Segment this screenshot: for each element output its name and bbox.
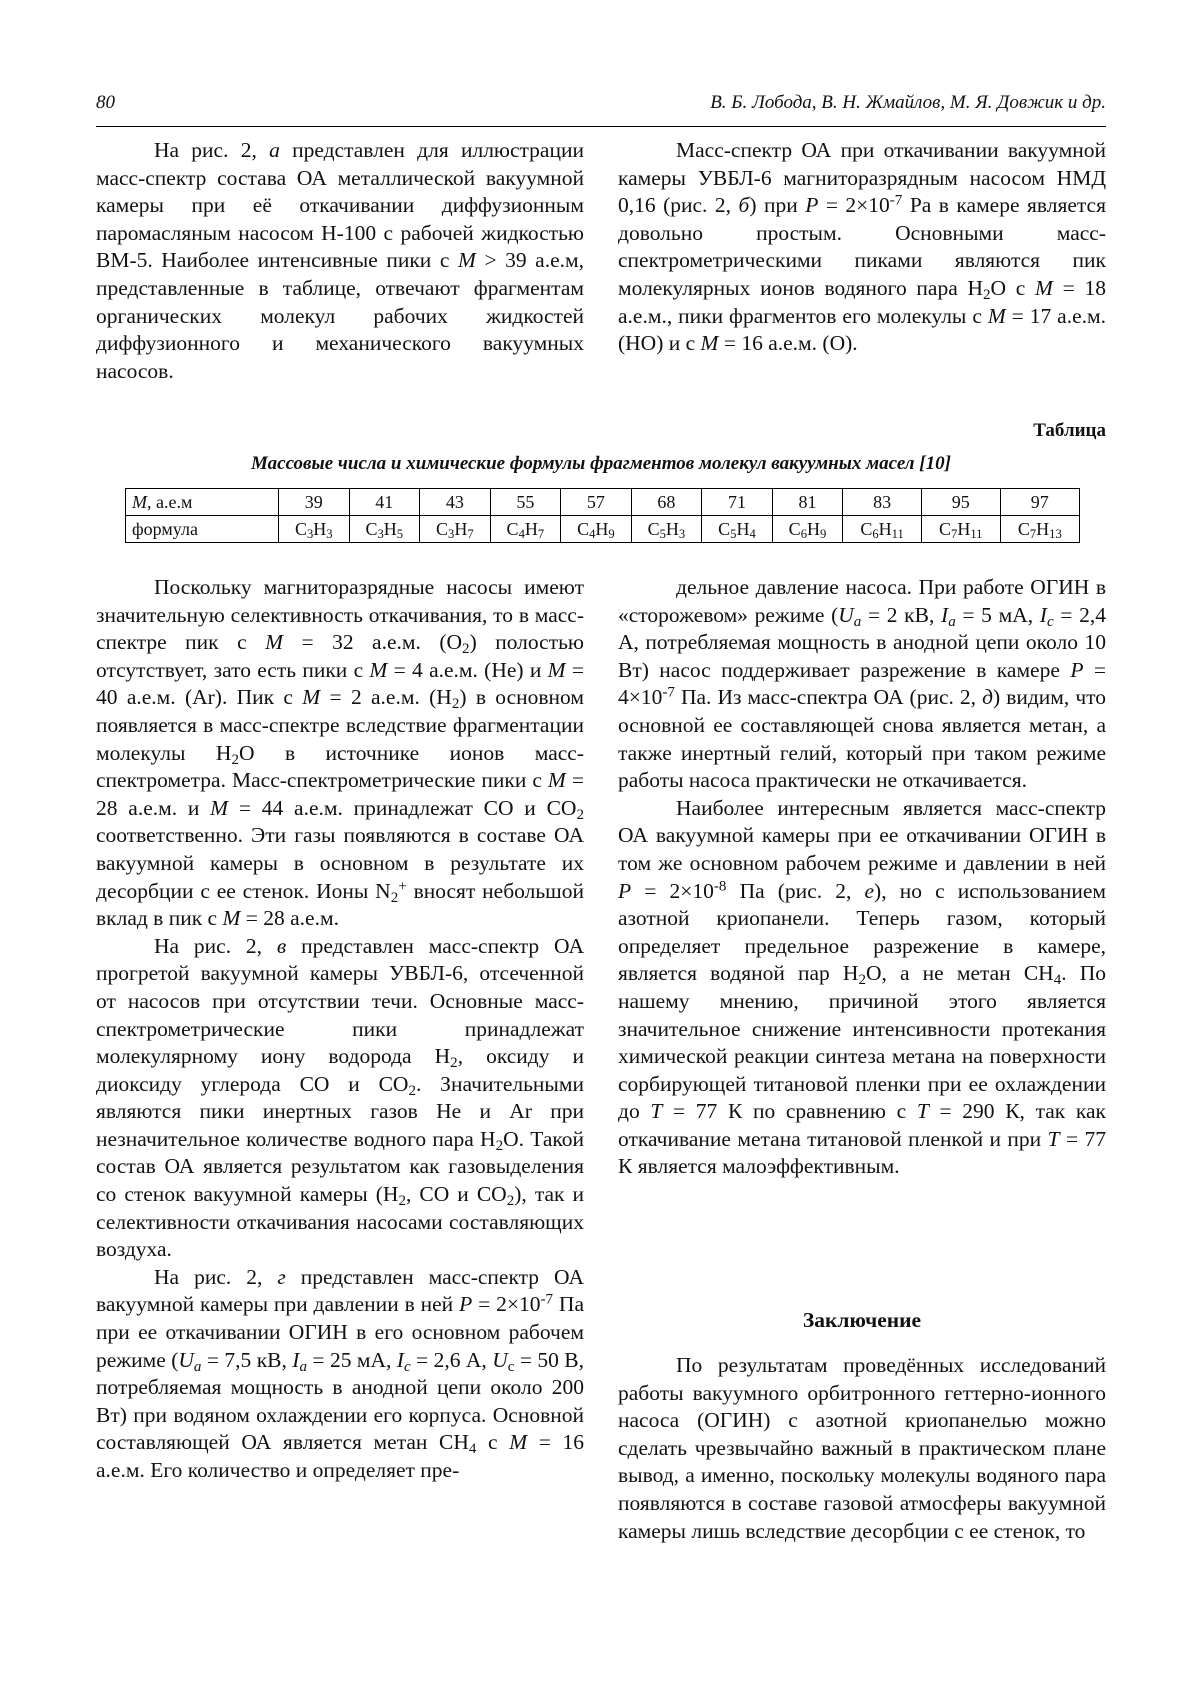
- table-label: Таблица: [1033, 420, 1106, 441]
- table-cell-mass: 55: [490, 489, 561, 516]
- table-cell-formula: $C_5H_4$: [702, 516, 773, 543]
- table-cell-formula: $C_3H_3$: [279, 516, 350, 543]
- table-cell-mass: 95: [921, 489, 1000, 516]
- paragraph: На рис. 2, в представлен масс-спектр ОА прогретой вакуумной камеры УВБЛ-6, отсеченной от насосов при отсутствии течи. Основные масс-спектрометрические пики принадлежат молекулярному иону водорода $H_2$, оксиду и диоксиду углерода CO и $CO_2$. Значительными являются пики инертных газов He и Ar при незначительное количестве водного пара $H_2O$. Такой состав ОА является результатом как газовыделения со стенок вакуумной камеры ($H_2$, CO и $CO_2$), так и селективности откачивания насосами составляющих воздуха.: [96, 933, 585, 1262]
- table-caption: Массовые числа и химические формулы фрагментов молекул вакуумных масел [10]: [251, 453, 951, 474]
- table-cell-mass: 68: [631, 489, 702, 516]
- table-cell-mass: 39: [279, 489, 350, 516]
- row-header-formula: формула: [126, 516, 279, 543]
- table-cell-formula: $C_4H_9$: [561, 516, 632, 543]
- text-column-right-bottom: [618, 574, 1106, 1181]
- paragraph: По результатам проведённых исследований работы вакуумного орбитронного геттерно-ионного насоса (ОГИН) с азотной криопанелью можно сделать чрезвычайно важный в практическом плане вывод, а именно, поскольку молекулы водяного пара появляются в составе газовой атмосферы вакуумной камеры лишь вследствие десорбции с ее стенок, то: [618, 1353, 1106, 1543]
- table-cell-formula: $C_5H_3$: [631, 516, 702, 543]
- table-cell-formula: $C_3H_7$: [420, 516, 491, 543]
- table-cell-mass: 41: [349, 489, 420, 516]
- table-row-formula: [126, 516, 1080, 543]
- text-column-right-top: [618, 137, 1106, 358]
- table-cell-mass: 83: [843, 489, 922, 516]
- table-cell-mass: 97: [1000, 489, 1079, 516]
- header-rule: [96, 126, 1106, 127]
- section-title-conclusion: Заключение: [802, 1308, 922, 1332]
- table-cell-mass: 43: [420, 489, 491, 516]
- text-column-left-top: [96, 137, 584, 385]
- page-number: 80: [96, 92, 115, 113]
- table-cell-mass: 57: [561, 489, 632, 516]
- table-cell-formula: $C_6H_{11}$: [843, 516, 922, 543]
- table-row-mass: [126, 489, 1080, 516]
- table-cell-formula: $C_6H_9$: [772, 516, 843, 543]
- running-header-authors: В. Б. Лобода, В. Н. Жмайлов, М. Я. Довжик и др.: [710, 92, 1106, 113]
- paragraph: Поскольку магниторазрядные насосы имеют значительную селективность откачивания, то в масс-спектре пик с M = 32 а.е.м. $(O_2)$ полостью отсутствует, зато есть пики с M = 4 а.е.м. (He) и M = 40 а.е.м. (Ar). Пик с M = 2 а.е.м. $(H_2)$ в основном появляется в масс-спектре вследствие фрагментации молекулы $H_2O$ в источнике ионов масс-спектрометра. Масс-спектрометрические пики с M = 28 а.е.м. и M = 44 а.е.м. принадлежат CO и $CO_2$ соответственно. Эти газы появляются в составе ОА вакуумной камеры в основном в результате их десорбции с ее стенок. Ионы $N_2^+$ вносят небольшой вклад в пик с M = 28 а.е.м.: [96, 575, 584, 931]
- paragraph: На рис. 2, г представлен масс-спектр ОА вакуумной камеры при давлении в ней $P = 2\times 10^{-7}$ Па при ее откачивании ОГИН в его основном рабочем режиме ($U_a = 7,5$ кВ, $I_a = 25$ мА, $I_c = 2,6$ А, $U_c = 50$ В, потребляемая мощность в анодной цепи около 200 Вт) при водяном охлаждении его корпуса. Основной составляющей ОА является метан $CH_4$ с M = 16 а.е.м. Его количество и определяет пре-: [96, 1264, 585, 1482]
- paragraph: дельное давление насоса. При работе ОГИН в «сторожевом» режиме ($U_a = 2$ кВ, $I_a = 5$ мА, $I_c = 2,4$ А, потребляемая мощность в анодной цепи около 10 Вт) насос поддерживает разрежение в камере $P = 4\times 10^{-7}$ Па. Из масс-спектра ОА (рис. 2, д) видим, что основной ее составляющей снова является метан, а также инертный гелий, который при таком режиме работы насоса практически не откачивается.: [618, 575, 1107, 793]
- row-header-mass: M, а.е.м: [126, 489, 279, 516]
- text-column-conclusion: [618, 1352, 1106, 1545]
- paragraph: Масс-спектр ОА при откачивании вакуумной камеры УВБЛ-6 магниторазрядным насосом НМД 0,16 (рис. 2, б) при $P = 2\times 10^{-7}$ Ра в камере является довольно простым. Основными масс-спектрометрическими пиками являются пик молекулярных ионов водяного пара $H_2O$ с M = 18 а.е.м., пики фрагментов его молекулы с M = 17 а.е.м. (HO) и с M = 16 а.е.м. (O).: [618, 138, 1106, 356]
- table-cell-mass: 71: [702, 489, 773, 516]
- paragraph: На рис. 2, а представлен для иллюстрации масс-спектр состава ОА металлической вакуумной камеры при её откачивании диффузионным паромасляным насосом Н-100 с рабочей жидкостью ВМ-5. Наиболее интенсивные пики с M > 39 а.е.м, представленные в таблице, отвечают фрагментам органических молекул рабочих жидкостей диффузионного и механического вакуумных насосов.: [96, 138, 584, 383]
- text-column-left-bottom: [96, 574, 584, 1485]
- mass-formula-table: [125, 488, 1080, 543]
- running-header: [96, 92, 1106, 116]
- table-cell-formula: $C_3H_5$: [349, 516, 420, 543]
- paragraph: Наиболее интересным является масс-спектр ОА вакуумной камеры при ее откачивании ОГИН в том же основном рабочем режиме и давлении в ней $P = 2\times 10^{-8}$ Па (рис. 2, е), но с использованием азотной криопанели. Теперь газом, который определяет предельное разрежение в камере, является водяной пар $H_2O$, а не метан $CH_4$. По нашему мнению, причиной этого является значительное снижение интенсивности протекания химической реакции синтеза метана на поверхности сорбирующей титановой пленки при ее охлаждении до T = 77 К по сравнению с T = 290 К, так как откачивание метана титановой пленкой и при T = 77 К является малоэффективным.: [618, 795, 1107, 1179]
- table-cell-formula: $C_7H_{11}$: [921, 516, 1000, 543]
- table-cell-mass: 81: [772, 489, 843, 516]
- table-cell-formula: $C_4H_7$: [490, 516, 561, 543]
- table-cell-formula: $C_7H_{13}$: [1000, 516, 1079, 543]
